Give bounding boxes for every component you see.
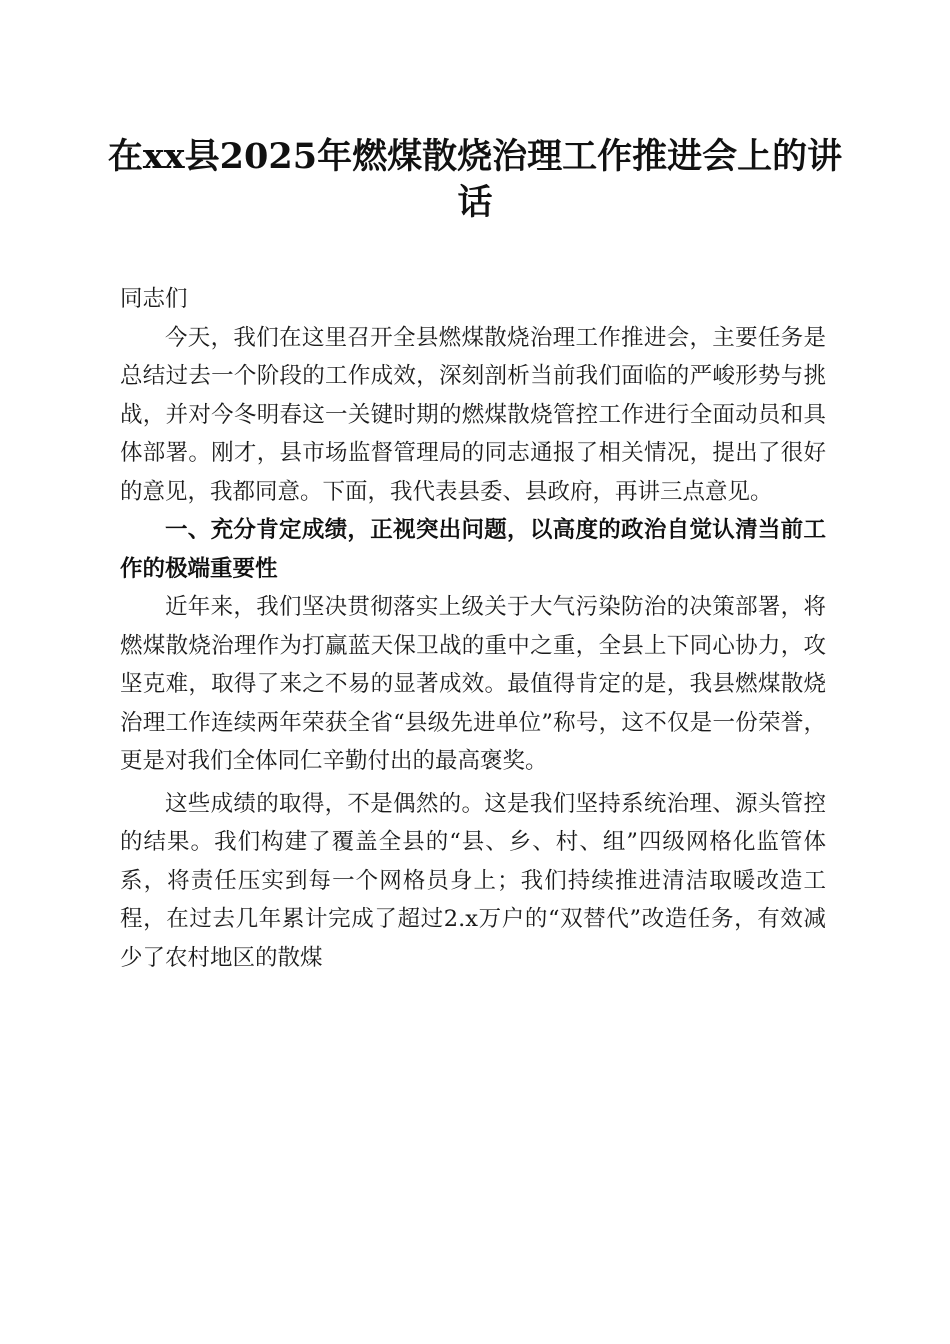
section-heading: 一、充分肯定成绩，正视突出问题，以高度的政治自觉认清当前工作的极端重要性 [120, 517, 826, 582]
document-body [120, 280, 826, 977]
section-paragraph: 这些成绩的取得，不是偶然的。这是我们坚持系统治理、源头管控的结果。我们构建了覆盖全县的“县、乡、村、组”四级网格化监管体系，将责任压实到每一个网格员身上；我们持续推进清洁取暖改造工程，在过去几年累计完成了超过2.x万户的“双替代”改造任务，有效减少了农村地区的散煤 [120, 790, 826, 971]
page-title: 在xx县2025年燃煤散烧治理工作推进会上的讲话 [107, 136, 843, 223]
salutation: 同志们 [120, 286, 188, 312]
section-paragraph: 近年来，我们坚决贯彻落实上级关于大气污染防治的决策部署，将燃煤散烧治理作为打赢蓝天保卫战的重中之重，全县上下同心协力，攻坚克难，取得了来之不易的显著成效。最值得肯定的是，我县燃煤散烧治理工作连续两年荣获全省“县级先进单位”称号，这不仅是一份荣誉，更是对我们全体同仁辛勤付出的最高褒奖。 [120, 594, 826, 774]
intro-paragraph: 今天，我们在这里召开全县燃煤散烧治理工作推进会，主要任务是总结过去一个阶段的工作成效，深刻剖析当前我们面临的严峻形势与挑战，并对今冬明春这一关键时期的燃煤散烧管控工作进行全面动员和具体部署。刚才，县市场监督管理局的同志通报了相关情况，提出了很好的意见，我都同意。下面，我代表县委、县政府，再讲三点意见。 [120, 324, 826, 505]
